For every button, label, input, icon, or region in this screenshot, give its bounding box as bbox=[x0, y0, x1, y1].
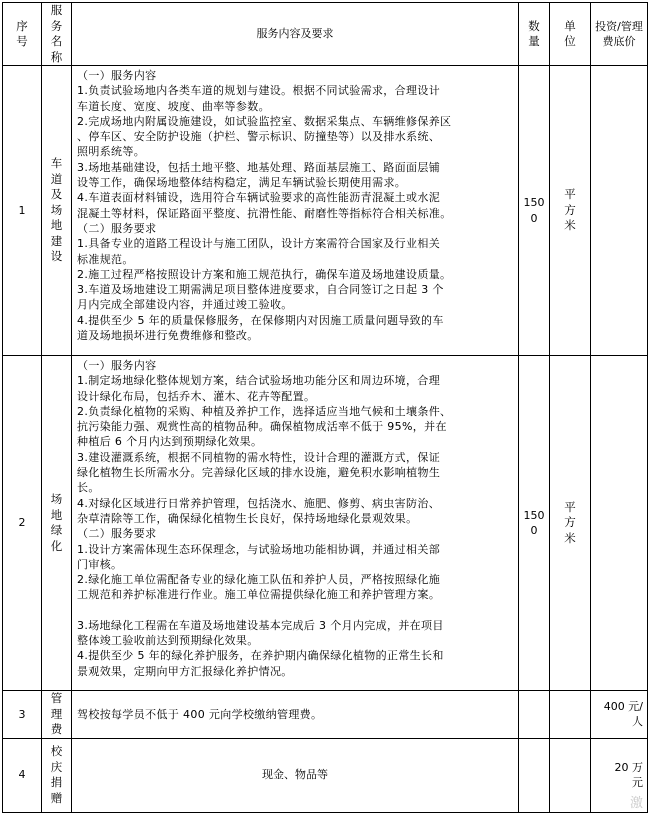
content-line: （二）服务要求 bbox=[77, 527, 157, 541]
row-name: 校庆捐赠 bbox=[42, 738, 72, 812]
content-line: 2.施工过程严格按照设计方案和施工规范执行，确保车道及场地建设质量。 bbox=[77, 267, 452, 281]
content-line: 设等工作，确保场地整体结构稳定，满足车辆试验长期使用需求。 bbox=[77, 176, 407, 190]
header-row bbox=[3, 3, 648, 66]
row-seq: 1 bbox=[3, 66, 42, 356]
content-line: 长。 bbox=[77, 481, 100, 495]
content-line: 设计绿化布局，包括乔木、灌木、花卉等配置。 bbox=[77, 389, 316, 403]
watermark: 激 bbox=[629, 796, 643, 811]
table-row-management-fee bbox=[3, 691, 648, 739]
content-line bbox=[77, 603, 514, 618]
row-content: 现金、物品等 bbox=[72, 738, 519, 812]
service-table bbox=[2, 2, 648, 813]
header-content: 服务内容及要求 bbox=[72, 3, 519, 66]
row-content bbox=[72, 66, 519, 356]
content-line: 工规范和养护标准进行作业。施工单位需提供绿化施工和养护管理方案。 bbox=[77, 588, 441, 602]
row-seq: 3 bbox=[3, 691, 42, 739]
content-line: 杂草清除等工作，确保绿化植物生长良好，保持场地绿化景观效果。 bbox=[77, 511, 418, 525]
row-price: 20 万元 bbox=[591, 738, 648, 812]
header-seq: 序号 bbox=[3, 3, 42, 66]
content-line: 景观效果，定期向甲方汇报绿化养护情况。 bbox=[77, 664, 293, 678]
content-line: 1.设计方案需体现生态环保理念，与试验场地功能相协调，并通过相关部 bbox=[77, 542, 441, 556]
content-line: 照明系统等。 bbox=[77, 145, 146, 159]
header-name: 服务名称 bbox=[42, 3, 72, 66]
content-line: 4.提供至少 5 年的质量保修服务，在保修期内对因施工质量问题导致的车 bbox=[77, 313, 444, 327]
table-row-donation bbox=[3, 738, 648, 812]
content-line: 种植后 6 个月内达到预期绿化效果。 bbox=[77, 435, 263, 449]
content-line: 标准规范。 bbox=[77, 252, 134, 266]
row-unit: 平方米 bbox=[550, 66, 591, 356]
content-line: 1.制定场地绿化整体规划方案，结合试验场地功能分区和周边环境，合理 bbox=[77, 374, 441, 388]
row-qty bbox=[519, 691, 550, 739]
header-price: 投资/管理费底价 bbox=[591, 3, 648, 66]
content-line: 车道长度、宽度、坡度、曲率等参数。 bbox=[77, 99, 270, 113]
content-line: 2.完成场地内附属设施建设，如试验监控室、数据采集点、车辆维修保养区 bbox=[77, 114, 452, 128]
content-line: （二）服务要求 bbox=[77, 221, 157, 235]
row-qty: 1500 bbox=[519, 356, 550, 691]
content-line: 道及场地损坏进行免费维修和整改。 bbox=[77, 329, 259, 343]
row-unit bbox=[550, 738, 591, 812]
row-unit: 平方米 bbox=[550, 356, 591, 691]
content-line: 抗污染能力强、观赏性高的植物品种。确保植物成活率不低于 95%，并在 bbox=[77, 420, 447, 434]
row-name: 车道及场地建设 bbox=[42, 66, 72, 356]
content-line: 3.场地绿化工程需在车道及场地建设基本完成后 3 个月内完成，并在项目 bbox=[77, 618, 444, 632]
header-unit: 单位 bbox=[550, 3, 591, 66]
content-line: 4.提供至少 5 年的绿化养护服务，在养护期内确保绿化植物的正常生长和 bbox=[77, 649, 444, 663]
row-name: 场地绿化 bbox=[42, 356, 72, 691]
content-line: 4.对绿化区域进行日常养护管理，包括浇水、施肥、修剪、病虫害防治、 bbox=[77, 496, 441, 510]
content-line: 1.负责试验场地内各类车道的规划与建设。根据不同试验需求，合理设计 bbox=[77, 84, 441, 98]
content-line: 整体竣工验收前达到预期绿化效果。 bbox=[77, 634, 259, 648]
content-line: 3.场地基础建设，包括土地平整、地基处理、路面基层施工、路面面层铺 bbox=[77, 160, 441, 174]
content-line: （一）服务内容 bbox=[77, 69, 157, 82]
row-price bbox=[591, 356, 648, 691]
content-line: 混凝土等材料，保证路面平整度、抗滑性能、耐磨性等指标符合相关标准。 bbox=[77, 206, 452, 220]
row-price bbox=[591, 66, 648, 356]
row-content bbox=[72, 356, 519, 691]
content-line: （一）服务内容 bbox=[77, 359, 157, 372]
content-line: 3.车道及场地建设工期需满足项目整体进度要求，自合同签订之日起 3 个 bbox=[77, 283, 444, 297]
content-line: 、停车区、安全防护设施（护栏、警示标识、防撞垫等）以及排水系统、 bbox=[77, 130, 441, 144]
row-content: 驾校按每学员不低于 400 元向学校缴纳管理费。 bbox=[72, 691, 519, 739]
row-name: 管理费 bbox=[42, 691, 72, 739]
row-qty: 1500 bbox=[519, 66, 550, 356]
content-line: 门审核。 bbox=[77, 557, 123, 571]
content-line: 1.具备专业的道路工程设计与施工团队，设计方案需符合国家及行业相关 bbox=[77, 237, 441, 251]
row-qty bbox=[519, 738, 550, 812]
content-line: 4.车道表面材料铺设，选用符合车辆试验要求的高性能沥青混凝土或水泥 bbox=[77, 191, 441, 205]
row-seq: 4 bbox=[3, 738, 42, 812]
content-line: 绿化植物生长所需水分。完善绿化区域的排水设施，避免积水影响植物生 bbox=[77, 466, 441, 480]
table-row-road bbox=[3, 66, 648, 356]
row-unit bbox=[550, 691, 591, 739]
content-line: 2.负责绿化植物的采购、种植及养护工作，选择适应当地气候和土壤条件、 bbox=[77, 404, 452, 418]
content-line: 2.绿化施工单位需配备专业的绿化施工队伍和养护人员，严格按照绿化施 bbox=[77, 573, 441, 587]
row-seq: 2 bbox=[3, 356, 42, 691]
header-qty: 数量 bbox=[519, 3, 550, 66]
content-line: 月内完成全部建设内容，并通过竣工验收。 bbox=[77, 298, 293, 312]
row-price: 400 元/人 bbox=[591, 691, 648, 739]
content-line: 3.建设灌溉系统，根据不同植物的需水特性，设计合理的灌溉方式，保证 bbox=[77, 450, 441, 464]
table-row-greening bbox=[3, 356, 648, 691]
